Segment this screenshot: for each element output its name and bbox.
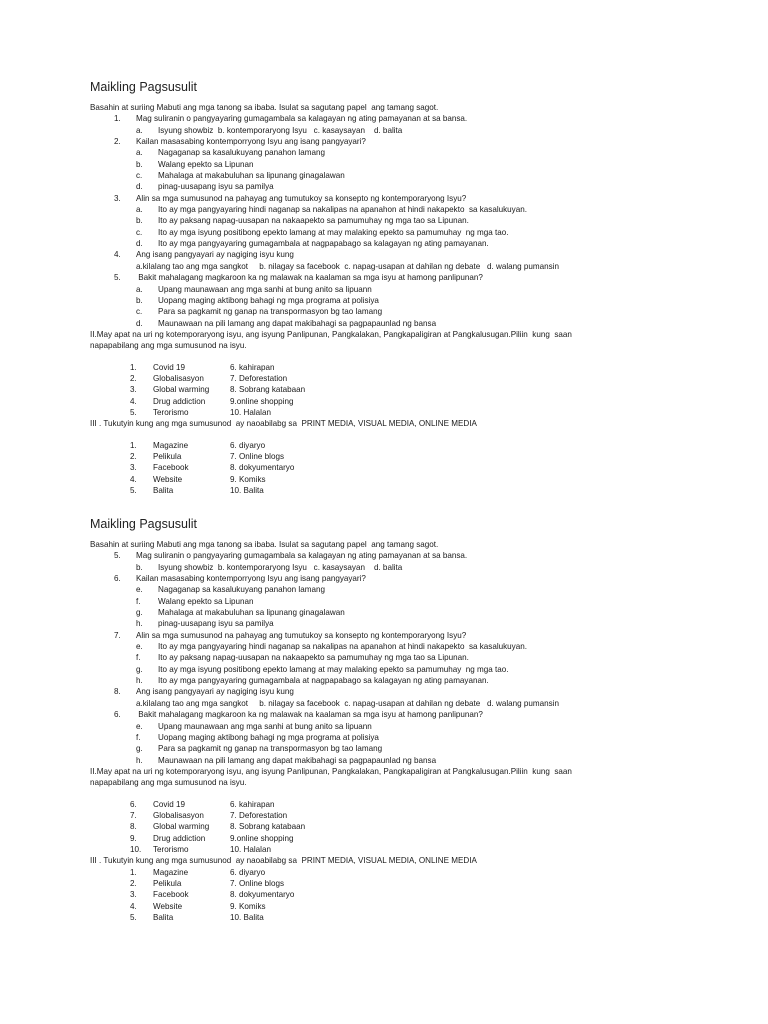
item-right: 6. kahirapan: [230, 799, 275, 809]
item-number: 4.: [130, 474, 137, 484]
item-left: Global warming: [153, 385, 210, 395]
question-text: Mag suliranin o pangyayaring gumagambala sa kalagayan ng ating pamayanan at sa bansa.: [136, 114, 468, 124]
item-right: 8. dokyumentaryo: [230, 890, 295, 900]
option-line: [90, 147, 690, 158]
option-text: Ito ay mga pangyayaring hindi naganap sa nakalipas na apanahon at hindi nakapekto sa kasalukuyan.: [158, 642, 527, 652]
option-line: [90, 284, 690, 295]
option-text: Para sa pagkamit ng ganap na transpormasyon bg tao lamang: [158, 307, 383, 317]
option-text: Maunawaan na pili lamang ang dapat makibahagi sa pagpapaunlad ng bansa: [158, 318, 437, 328]
item-left: Drug addiction: [153, 396, 206, 406]
part3-item-row: [90, 451, 690, 462]
option-letter: f.: [136, 596, 141, 606]
item-number: 1.: [130, 867, 137, 877]
item-right: 7. Deforestation: [230, 810, 288, 820]
item-number: 6.: [130, 799, 137, 809]
item-left: Terorismo: [153, 407, 189, 417]
item-number: 4.: [130, 901, 137, 911]
question-line: [90, 630, 690, 641]
part2-item-row: [90, 844, 690, 855]
question-number: 2.: [114, 137, 121, 147]
option-text: Uopang maging aktibong bahagi ng mga programa at polisiya: [158, 732, 379, 742]
part2-instruction-line: [90, 329, 690, 340]
item-number: 9.: [130, 833, 137, 843]
option-text: Walang epekto sa Lipunan: [158, 596, 254, 606]
part2-instruction: napapabilang ang mga sumusunod na isyu.: [90, 778, 247, 788]
item-left: Globalisasyon: [153, 810, 204, 820]
question-line: [90, 272, 690, 283]
item-right: 10. Halalan: [230, 844, 271, 854]
item-right: 9.online shopping: [230, 396, 294, 406]
option-letter: c.: [136, 227, 143, 237]
option-text: Nagaganap sa kasalukuyang panahon lamang: [158, 585, 325, 595]
option-line: [90, 732, 690, 743]
item-right: 9.online shopping: [230, 833, 294, 843]
option-letter: g.: [136, 608, 143, 618]
question-text: Alin sa mga sumusunod na pahayag ang tumutukoy sa konsepto ng kontemporaryong Isyu?: [136, 193, 467, 203]
option-letter: e.: [136, 642, 143, 652]
option-letter: c.: [136, 307, 143, 317]
quiz-section-1: [90, 79, 690, 496]
option-letter: a.: [136, 148, 143, 158]
option-line: [90, 652, 690, 663]
spacer: [90, 352, 690, 362]
part3-item-row: [90, 878, 690, 889]
item-left: Magazine: [153, 440, 189, 450]
part2-item-row: [90, 810, 690, 821]
option-text: Nagaganap sa kasalukuyang panahon lamang: [158, 148, 325, 158]
item-right: 8. Sobrang katabaan: [230, 385, 306, 395]
item-right: 9. Komiks: [230, 474, 266, 484]
item-right: 10. Halalan: [230, 407, 271, 417]
option-letter: a.: [136, 284, 143, 294]
part2-item-row: [90, 833, 690, 844]
item-number: 3.: [130, 463, 137, 473]
item-right: 8. dokyumentaryo: [230, 463, 295, 473]
option-letter: a.: [136, 205, 143, 215]
item-left: Balita: [153, 486, 174, 495]
option-letter: e.: [136, 721, 143, 731]
item-left: Facebook: [153, 890, 189, 900]
option-letter: b.: [136, 295, 143, 305]
item-number: 3.: [130, 890, 137, 900]
option-line: [90, 204, 690, 215]
question-number: 5.: [114, 551, 121, 561]
item-right: 6. diyaryo: [230, 440, 266, 450]
option-text: Ito ay mga isyung positibong epekto lamang at may malaking epekto sa pamumuhay ng mga tao.: [158, 227, 509, 237]
question-text: Mag suliranin o pangyayaring gumagambala sa kalagayan ng ating pamayanan at sa bansa.: [136, 551, 468, 561]
option-text: Mahalaga at makabuluhan sa lipunang ginagalawan: [158, 171, 345, 181]
question-text: Bakit mahalagang magkaroon ka ng malawak na kaalaman sa mga isyu at hamong panlipunan?: [136, 273, 483, 283]
part3-item-row: [90, 889, 690, 900]
item-right: 10. Balita: [230, 913, 264, 922]
option-text: Upang maunawaan ang mga sanhi at bung anito sa lipuann: [158, 284, 372, 294]
option-line: [90, 238, 690, 249]
question-text: Bakit mahalagang magkaroon ka ng malawak na kaalaman sa mga isyu at hamong panlipunan?: [136, 710, 483, 720]
option-line: [90, 181, 690, 192]
item-number: 5.: [130, 407, 137, 417]
item-right: 7. Online blogs: [230, 878, 284, 888]
option-letter: e.: [136, 585, 143, 595]
part3-item-row: [90, 912, 690, 923]
question-text: Ang isang pangyayari ay nagiging isyu kung: [136, 250, 294, 260]
option-text: Walang epekto sa Lipunan: [158, 159, 254, 169]
item-right: 6. kahirapan: [230, 362, 275, 372]
item-left: Covid 19: [153, 362, 185, 372]
instruction-text: Basahin at suriing Mabuti ang mga tanong sa ibaba. Isulat sa sagutang papel ang tamang sagot.: [90, 540, 439, 549]
option-text: Upang maunawaan ang mga sanhi at bung anito sa lipuann: [158, 721, 372, 731]
part2-item-row: [90, 821, 690, 832]
item-number: 8.: [130, 822, 137, 832]
part2-item-row: [90, 362, 690, 373]
question-line: [90, 686, 690, 697]
option-text: pinag-uusapang isyu sa pamilya: [158, 619, 274, 629]
item-right: 6. diyaryo: [230, 867, 266, 877]
part3-instruction-line: [90, 855, 690, 866]
item-left: Balita: [153, 913, 174, 922]
item-number: 5.: [130, 913, 137, 922]
part3-item-row: [90, 485, 690, 496]
item-left: Facebook: [153, 463, 189, 473]
quiz-title: Maikling Pagsusulit: [90, 517, 197, 531]
option-text: Maunawaan na pili lamang ang dapat makibahagi sa pagpapaunlad ng bansa: [158, 755, 437, 765]
question-number: 6.: [114, 574, 121, 584]
part3-instruction: III . Tukutyin kung ang mga sumusunod ay naoabilabg sa PRINT MEDIA, VISUAL MEDIA, ONLINE MEDIA: [90, 856, 477, 866]
inline-options-line: [90, 562, 690, 573]
item-number: 7.: [130, 810, 137, 820]
option-line: [90, 215, 690, 226]
part2-item-row: [90, 799, 690, 810]
option-letter: b.: [136, 216, 143, 226]
question-number: 4.: [114, 250, 121, 260]
item-number: 2.: [130, 373, 137, 383]
question-number: 3.: [114, 193, 121, 203]
option-text: Ito ay paksang napag-uusapan na nakaapekto sa pamumuhay ng mga tao sa Lipunan.: [158, 216, 469, 226]
option-line: [90, 743, 690, 754]
question-text: Ang isang pangyayari ay nagiging isyu kung: [136, 687, 294, 697]
part3-item-row: [90, 867, 690, 878]
quiz-title: Maikling Pagsusulit: [90, 80, 197, 94]
option-text: Ito ay paksang napag-uusapan na nakaapekto sa pamumuhay ng mga tao sa Lipunan.: [158, 653, 469, 663]
option-text: pinag-uusapang isyu sa pamilya: [158, 182, 274, 192]
question-number: 7.: [114, 630, 121, 640]
item-left: Pelikula: [153, 451, 182, 461]
question-line: [90, 709, 690, 720]
part2-item-row: [90, 373, 690, 384]
instruction-line: [90, 102, 690, 113]
item-left: Global warming: [153, 822, 210, 832]
item-right: 10. Balita: [230, 486, 264, 495]
item-number: 1.: [130, 440, 137, 450]
question-line: [90, 249, 690, 260]
question-line: [90, 573, 690, 584]
option-letter: a.: [136, 125, 143, 135]
option-line: [90, 618, 690, 629]
item-number: 1.: [130, 362, 137, 372]
question-line: [90, 136, 690, 147]
question-line: [90, 550, 690, 561]
inline-options-text: a.kilalang tao ang mga sangkot b. nilagay sa facebook c. napag-usapan at dahilan ng debate d. walang pumansin: [136, 698, 559, 708]
option-text: Uopang maging aktibong bahagi ng mga programa at polisiya: [158, 295, 379, 305]
item-right: 7. Online blogs: [230, 451, 284, 461]
question-text: Alin sa mga sumusunod na pahayag ang tumutukoy sa konsepto ng kontemporaryong Isyu?: [136, 630, 467, 640]
question-text: Kailan masasabing kontemporryong Isyu ang isang pangyayari?: [136, 137, 366, 147]
option-line: [90, 641, 690, 652]
inline-options-text: Isyung showbiz b. kontemporaryong Isyu c. kasaysayan d. balita: [158, 125, 403, 135]
option-line: [90, 306, 690, 317]
part2-item-row: [90, 384, 690, 395]
instruction-text: Basahin at suriing Mabuti ang mga tanong sa ibaba. Isulat sa sagutang papel ang tamang sagot.: [90, 103, 439, 112]
part3-item-row: [90, 901, 690, 912]
option-text: Mahalaga at makabuluhan sa lipunang ginagalawan: [158, 608, 345, 618]
item-number: 5.: [130, 486, 137, 495]
question-number: 5.: [114, 273, 121, 283]
part2-instruction: napapabilang ang mga sumusunod na isyu.: [90, 341, 247, 351]
option-text: Ito ay mga pangyayaring hindi naganap sa nakalipas na apanahon at hindi nakapekto sa kasalukuyan.: [158, 205, 527, 215]
part2-instruction-line: [90, 340, 690, 351]
option-letter: b.: [136, 159, 143, 169]
option-line: [90, 607, 690, 618]
option-line: [90, 295, 690, 306]
item-left: Website: [153, 474, 183, 484]
item-number: 3.: [130, 385, 137, 395]
question-text: Kailan masasabing kontemporryong Isyu ang isang pangyayari?: [136, 574, 366, 584]
part3-item-row: [90, 462, 690, 473]
question-line: [90, 113, 690, 124]
option-letter: f.: [136, 732, 141, 742]
inline-options-text: Isyung showbiz b. kontemporaryong Isyu c. kasaysayan d. balita: [158, 562, 403, 572]
item-number: 4.: [130, 396, 137, 406]
option-line: [90, 170, 690, 181]
option-line: [90, 596, 690, 607]
item-right: 8. Sobrang katabaan: [230, 822, 306, 832]
item-number: 2.: [130, 451, 137, 461]
option-letter: d.: [136, 239, 143, 249]
part2-instruction: II.May apat na uri ng kotemporaryong isyu, ang isyung Panlipunan, Pangkalakan, Pangkapaligiran at Pangkalusugan.Piliin kung saan: [90, 329, 572, 339]
item-right: 7. Deforestation: [230, 373, 288, 383]
item-left: Globalisasyon: [153, 373, 204, 383]
option-text: Ito ay mga isyung positibong epekto lamang at may malaking epekto sa pamumuhay ng mga tao.: [158, 664, 509, 674]
item-left: Magazine: [153, 867, 189, 877]
question-line: [90, 193, 690, 204]
option-line: [90, 755, 690, 766]
quiz-section-2: [90, 516, 690, 923]
spacer: [90, 789, 690, 799]
option-letter: d.: [136, 318, 143, 328]
option-letter: b.: [136, 562, 143, 572]
item-left: Website: [153, 901, 183, 911]
item-number: 2.: [130, 878, 137, 888]
part2-instruction-line: [90, 777, 690, 788]
part2-item-row: [90, 396, 690, 407]
part3-instruction: III . Tukutyin kung ang mga sumusunod ay naoabilabg sa PRINT MEDIA, VISUAL MEDIA, ONLINE MEDIA: [90, 419, 477, 429]
question-number: 6.: [114, 710, 121, 720]
question-number: 8.: [114, 687, 121, 697]
option-text: Ito ay mga pangyayaring gumagambala at nagpapabago sa kalagayan ng ating pamayanan.: [158, 239, 489, 249]
item-left: Covid 19: [153, 799, 185, 809]
option-letter: c.: [136, 171, 143, 181]
option-letter: d.: [136, 182, 143, 192]
option-line: [90, 721, 690, 732]
part3-item-row: [90, 474, 690, 485]
part2-instruction: II.May apat na uri ng kotemporaryong isyu, ang isyung Panlipunan, Pangkalakan, Pangkapaligiran at Pangkalusugan.Piliin kung saan: [90, 766, 572, 776]
part2-item-row: [90, 407, 690, 418]
option-letter: h.: [136, 755, 143, 765]
option-line: [90, 227, 690, 238]
option-text: Para sa pagkamit ng ganap na transpormasyon bg tao lamang: [158, 744, 383, 754]
option-line: [90, 584, 690, 595]
option-letter: g.: [136, 664, 143, 674]
part3-instruction-line: [90, 418, 690, 429]
spacer: [90, 430, 690, 440]
item-right: 9. Komiks: [230, 901, 266, 911]
option-line: [90, 675, 690, 686]
option-line: [90, 664, 690, 675]
item-left: Drug addiction: [153, 833, 206, 843]
option-line: [90, 318, 690, 329]
option-line: [90, 159, 690, 170]
inline-options-text: a.kilalang tao ang mga sangkot b. nilagay sa facebook c. napag-usapan at dahilan ng debate d. walang pumansin: [136, 261, 559, 271]
option-letter: h.: [136, 676, 143, 686]
item-left: Pelikula: [153, 878, 182, 888]
question-number: 1.: [114, 114, 121, 124]
item-left: Terorismo: [153, 844, 189, 854]
option-letter: h.: [136, 619, 143, 629]
item-number: 10.: [130, 844, 142, 854]
option-letter: g.: [136, 744, 143, 754]
inline-options-line: [90, 698, 690, 709]
option-text: Ito ay mga pangyayaring gumagambala at nagpapabago sa kalagayan ng ating pamayanan.: [158, 676, 489, 686]
part2-instruction-line: [90, 766, 690, 777]
part3-item-row: [90, 440, 690, 451]
option-letter: f.: [136, 653, 141, 663]
instruction-line: [90, 539, 690, 550]
inline-options-line: [90, 261, 690, 272]
inline-options-line: [90, 125, 690, 136]
